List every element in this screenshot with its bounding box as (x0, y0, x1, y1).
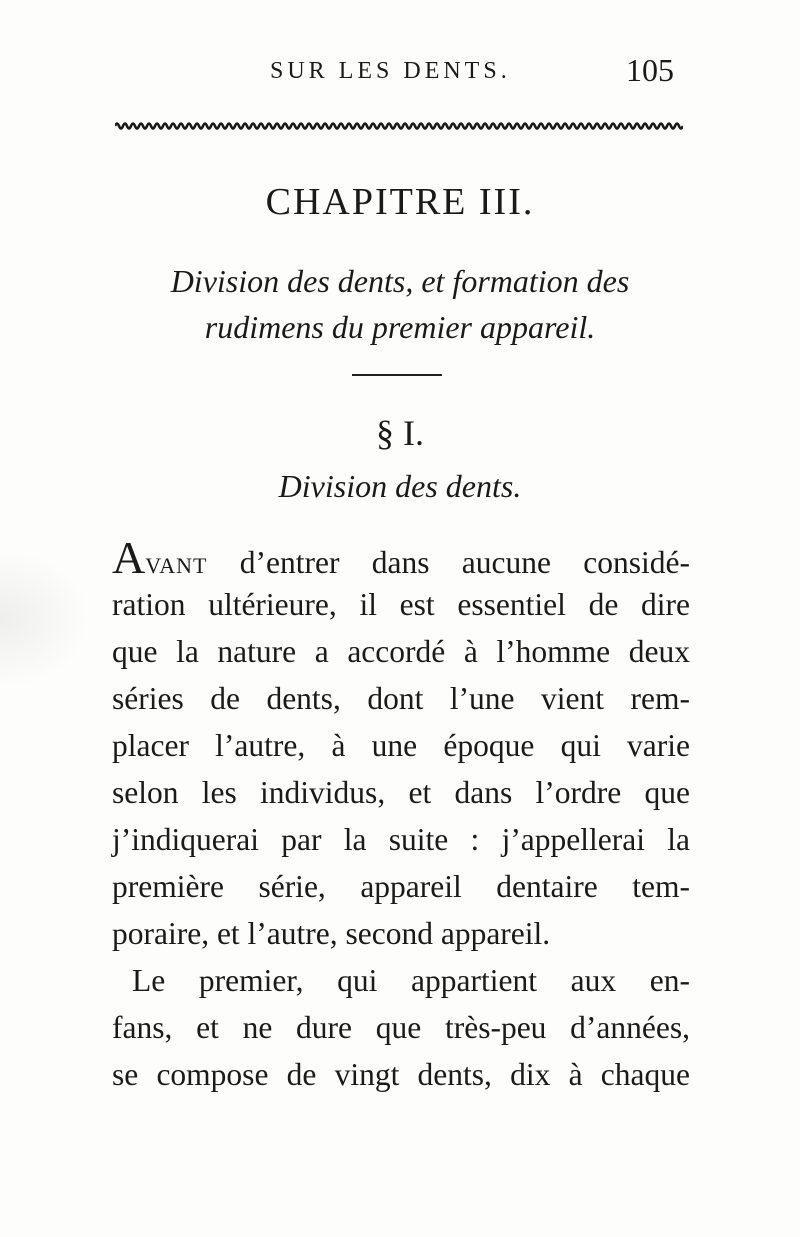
small-caps-word: vant (145, 545, 208, 580)
running-title: SUR LES DENTS. (270, 58, 511, 84)
body-text (112, 534, 690, 1098)
text-line: ration ultérieure, il est essentiel de dire (112, 587, 690, 622)
text-line: placer l’autre, à une époque qui varie (112, 728, 690, 763)
chapter-subtitle-line: rudimens du premier appareil. (204, 309, 596, 345)
section-title: Division des dents. (278, 468, 522, 504)
chapter-heading: CHAPITRE III. (265, 181, 535, 223)
chapter-subtitle (100, 258, 700, 350)
text-segment: d’entrer dans aucune considé- (207, 545, 690, 580)
text-line (112, 534, 690, 581)
running-head (0, 52, 800, 92)
text-line: fans, et ne dure que très-peu d’années, (112, 1010, 690, 1045)
text-line: selon les individus, et dans l’ordre que (112, 775, 690, 810)
page-number: 105 (626, 52, 674, 88)
chapter-subtitle-line: Division des dents, et formation des (170, 263, 630, 299)
drop-cap: A (112, 532, 146, 583)
text-line: se compose de vingt dents, dix à chaque (112, 1057, 690, 1092)
text-line: Le premier, qui appartient aux en- (132, 963, 690, 998)
text-line: séries de dents, dont l’une vient rem- (112, 681, 690, 716)
ornamental-rule (115, 120, 683, 132)
text-line: que la nature a accordé à l’homme deux (112, 634, 690, 669)
section-number: § I. (376, 413, 424, 453)
text-line: poraire, et l’autre, second appareil. (112, 916, 551, 951)
section-divider (352, 374, 442, 376)
text-line: j’indiquerai par la suite : j’appellerai la (112, 822, 690, 857)
text-line: première série, appareil dentaire tem- (112, 869, 690, 904)
